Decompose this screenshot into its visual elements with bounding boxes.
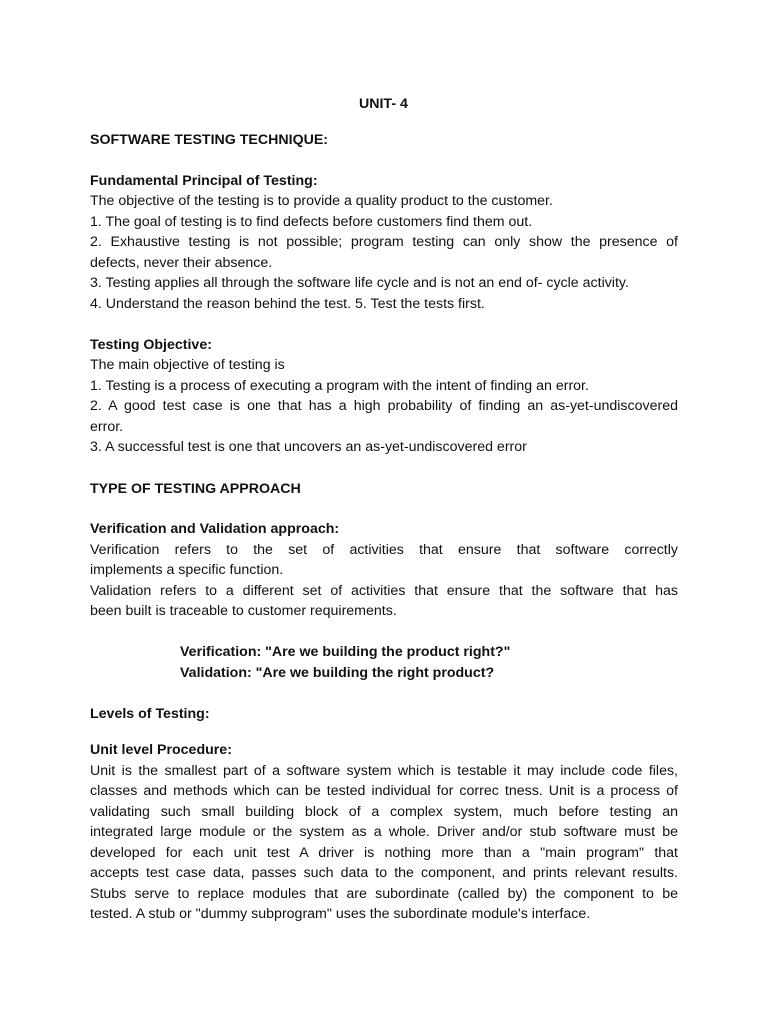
vv-line: Verification refers to the set of activities that ensure that software correctly xyxy=(90,542,678,558)
levels-heading: Levels of Testing: xyxy=(90,706,210,722)
fundamental-line: 2. Exhaustive testing is not possible; program testing can only show the presence of xyxy=(90,234,678,250)
vv-line: Validation refers to a different set of activities that ensure that the software that has xyxy=(90,583,678,599)
validation-quote: Validation: "Are we building the right product? xyxy=(180,665,495,681)
vv-line: been built is traceable to customer requirements. xyxy=(90,603,397,619)
objective-line: 3. A successful test is one that uncovers an as-yet-undiscovered error xyxy=(90,439,527,455)
unit-level-line: classes and methods which can be tested individual for correc tness. Unit is a process of xyxy=(90,783,678,799)
fundamental-line: defects, never their absence. xyxy=(90,255,273,271)
fundamental-line: The objective of the testing is to provide a quality product to the customer. xyxy=(90,193,553,209)
unit-level-line: validating such small building block of a complex system, much before testing an xyxy=(90,804,678,820)
main-heading: SOFTWARE TESTING TECHNIQUE: xyxy=(90,132,329,148)
unit-level-line: Unit is the smallest part of a software system which is testable it may include code files, xyxy=(90,763,678,779)
unit-level-heading: Unit level Procedure: xyxy=(90,742,232,758)
approach-heading: TYPE OF TESTING APPROACH xyxy=(90,481,301,497)
unit-level-line: Stubs serve to replace modules that are subordinate (called by) the component to be xyxy=(90,886,678,902)
objective-line: The main objective of testing is xyxy=(90,357,285,373)
objective-line: error. xyxy=(90,419,124,435)
objective-heading: Testing Objective: xyxy=(90,337,212,353)
fundamental-line: 1. The goal of testing is to find defects before customers find them out. xyxy=(90,214,533,230)
unit-level-line: integrated large module or the system as a whole. Driver and/or stub software must be xyxy=(90,824,678,840)
unit-level-line: tested. A stub or "dummy subprogram" uses the subordinate module's interface. xyxy=(90,906,591,922)
fundamental-heading: Fundamental Principal of Testing: xyxy=(90,173,318,189)
unit-title: UNIT- 4 xyxy=(359,96,408,112)
objective-line: 1. Testing is a process of executing a program with the intent of finding an error. xyxy=(90,378,589,394)
verification-quote: Verification: "Are we building the product right?" xyxy=(180,644,511,660)
objective-line: 2. A good test case is one that has a high probability of finding an as-yet-undiscovered xyxy=(90,398,678,414)
vv-line: implements a specific function. xyxy=(90,562,284,578)
vv-heading: Verification and Validation approach: xyxy=(90,521,340,537)
unit-level-line: developed for each unit test A driver is nothing more than a "main program" that xyxy=(90,845,678,861)
fundamental-line: 3. Testing applies all through the software life cycle and is not an end of- cycle activity. xyxy=(90,275,629,291)
fundamental-line: 4. Understand the reason behind the test. 5. Test the tests first. xyxy=(90,296,485,312)
unit-level-line: accepts test case data, passes such data to the component, and prints relevant results. xyxy=(90,865,678,881)
